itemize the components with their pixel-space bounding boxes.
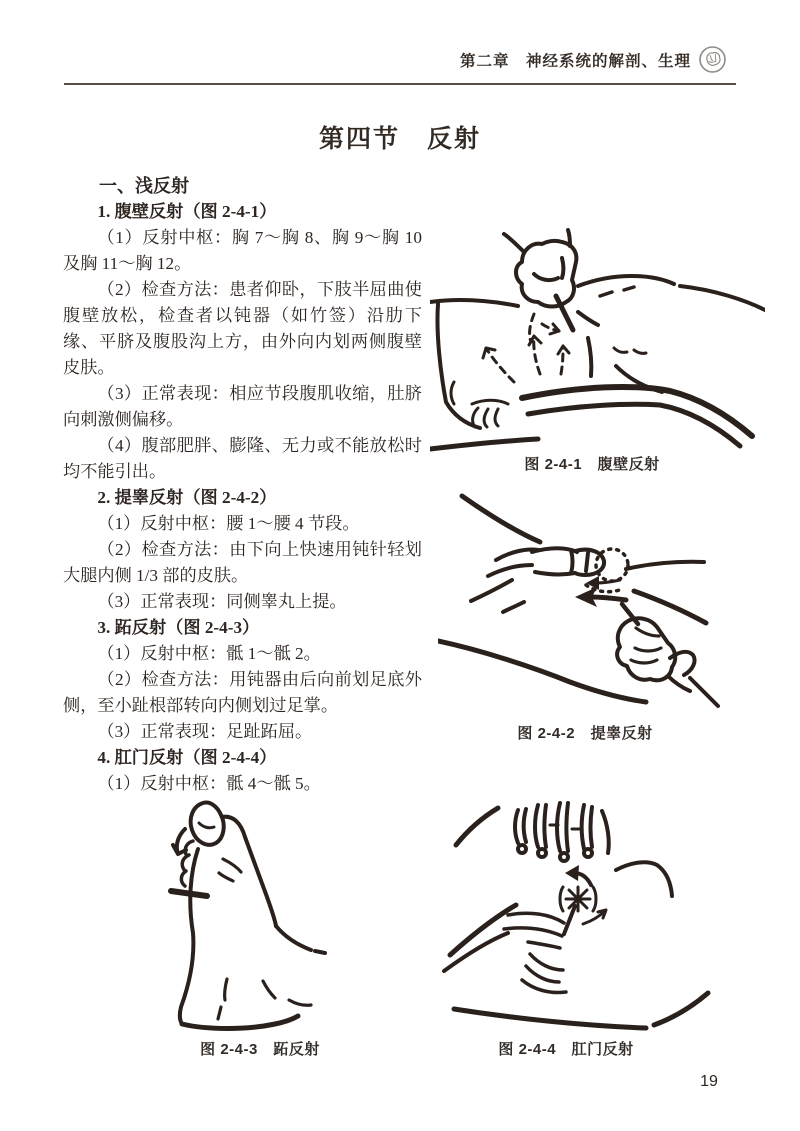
paragraph: （1）反射中枢：骶 4～骶 5。 [97, 774, 321, 793]
anal-reflex-drawing [438, 793, 770, 1035]
paragraph: （2）检查方法：患者仰卧，下肢半屈曲使腹壁放松，检查者以钝器（如竹签）沿肋下缘、平脐及腹股沟上方，由外向内划两侧腹壁皮肤。 [63, 280, 422, 377]
section-title: 第四节 反射 [318, 125, 481, 153]
paragraph: （3）正常表现：同侧睾丸上提。 [97, 592, 347, 611]
figure-3-caption: 图 2-4-3 跖反射 [200, 1041, 320, 1058]
paragraph: （1）反射中枢：腰 1～腰 4 节段。 [97, 514, 360, 533]
running-header: 第二章 神经系统的解剖、生理 [459, 53, 691, 70]
figure-3 [123, 793, 410, 1035]
subsection-heading: 一、浅反射 [99, 176, 189, 196]
figure-2 [438, 490, 768, 712]
brain-icon [698, 45, 727, 74]
paragraph: （1）反射中枢：胸 7～胸 8、胸 9～胸 10 及胸 11～胸 12。 [63, 228, 422, 273]
paragraph: （1）反射中枢：骶 1～骶 2。 [97, 644, 321, 663]
paragraph: （2）检查方法：由下向上快速用钝针轻划大腿内侧 1/3 部的皮肤。 [63, 540, 422, 585]
item-heading: 1. 腹壁反射（图 2-4-1） [97, 202, 277, 221]
figure-1 [430, 228, 765, 453]
figure-4-caption: 图 2-4-4 肛门反射 [498, 1041, 634, 1058]
cremasteric-reflex-drawing [438, 490, 768, 712]
item-heading: 4. 肛门反射（图 2-4-4） [97, 748, 277, 767]
paragraph: （3）正常表现：足趾跖屈。 [97, 722, 313, 741]
figure-1-caption: 图 2-4-1 腹壁反射 [524, 456, 660, 473]
header-divider [64, 83, 736, 85]
abdominal-reflex-drawing [430, 228, 765, 453]
item-heading: 3. 跖反射（图 2-4-3） [97, 618, 260, 637]
plantar-reflex-drawing [123, 793, 410, 1035]
paragraph: （2）检查方法：用钝器由后向前划足底外侧，至小趾根部转向内侧划过足掌。 [63, 670, 422, 715]
paragraph: （4）腹部肥胖、膨隆、无力或不能放松时均不能引出。 [63, 436, 422, 481]
figure-4 [438, 793, 770, 1035]
item-heading: 2. 提睾反射（图 2-4-2） [97, 488, 277, 507]
paragraph: （3）正常表现：相应节段腹肌收缩，肚脐向刺激侧偏移。 [63, 384, 422, 429]
page-number: 19 [700, 1073, 718, 1090]
figure-2-caption: 图 2-4-2 提睾反射 [517, 725, 653, 742]
body-text-column [63, 173, 422, 797]
